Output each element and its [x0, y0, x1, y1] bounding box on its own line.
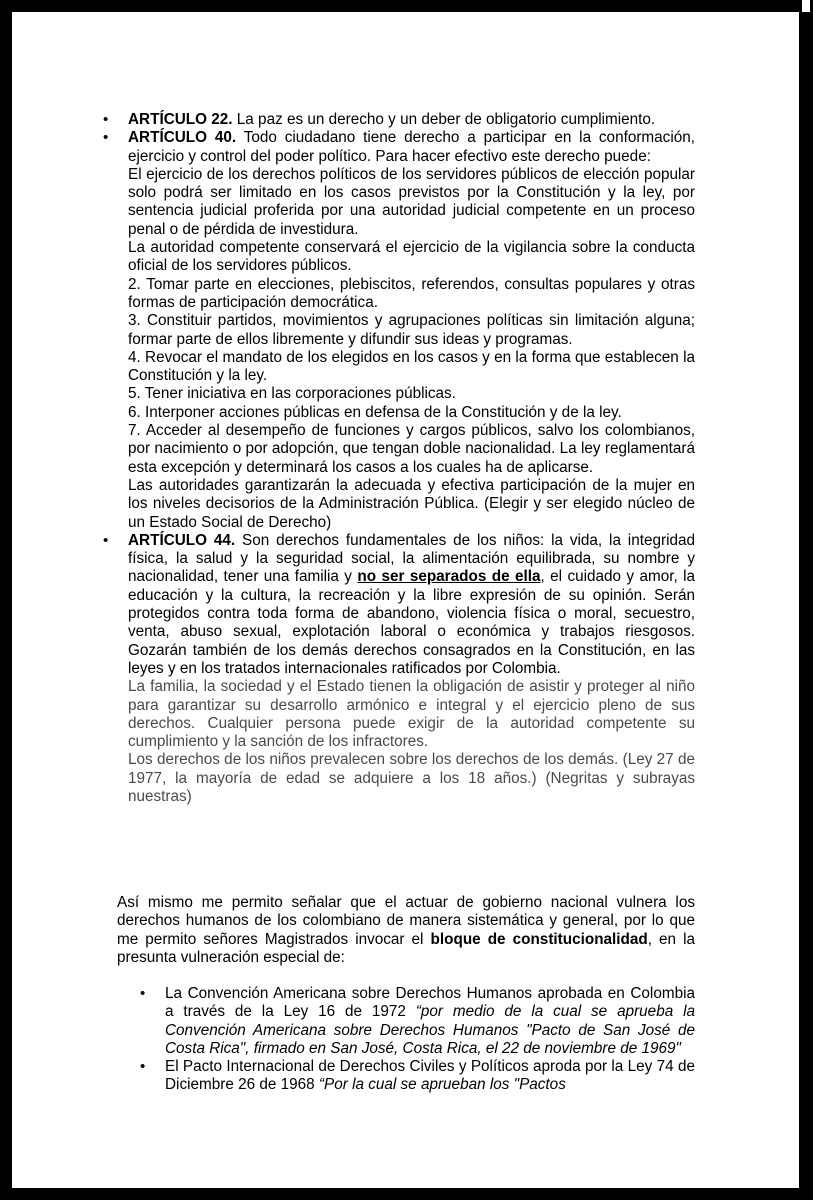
- treaty-item: [165, 985, 695, 1058]
- main-paragraph-bold: bloque de constitucionalidad: [430, 930, 648, 948]
- article-40-item: 3. Constituir partidos, movimientos y agrupaciones políticas sin limitación alguna; formar parte de ellos libremente y difundir sus ideas y programas.: [128, 312, 695, 348]
- article-40-item: Las autoridades garantizarán la adecuada y efectiva participación de la mujer en los niveles decisorios de la Administración Pública. (Elegir y ser elegido núcleo de un Estado Social de Derecho): [128, 476, 695, 531]
- treaty-quote: “Por la cual se aprueban los "Pactos: [318, 1076, 566, 1094]
- article-44-text-b: , el cuidado y amor, la educación y la cultura, la recreación y la libre expresión de su opinión. Serán protegidos contra toda forma de abandono, violencia física o moral, secuestro, venta, abuso sexual, explotación laboral o económica y trabajos riesgosos. Gozarán también de los demás derechos consagrados en la Constitución, en las leyes y en los tratados internacionales ratificados por Colombia.: [128, 568, 696, 677]
- article-44-paragraph-2: Los derechos de los niños prevalecen sobre los derechos de los demás. (Ley 27 de 1977, la mayoría de edad se adquiere a los 18 años.) (Negritas y subrayas nuestras): [128, 751, 695, 805]
- treaty-text: La Convención Americana sobre Derechos Humanos aprobada en Colombia a través de la Ley 16 de 1972: [165, 985, 695, 1021]
- article-40-item: 7. Acceder al desempeño de funciones y cargos públicos, salvo los colombianos, por nacimiento o por adopción, que tengan doble nacionalidad. La ley reglamentará esta excepción y determinará los casos a los cuales ha de aplicarse.: [128, 422, 695, 476]
- article-22: [128, 111, 695, 129]
- treaties-list: [165, 985, 695, 1095]
- treaty-text: El Pacto Internacional de Derechos Civiles y Políticos aproda por la Ley 74 de Diciembre 26 de 1968: [165, 1058, 695, 1094]
- articles-list: [128, 111, 695, 806]
- document-content: [128, 111, 695, 806]
- main-paragraph: [117, 894, 695, 967]
- page-corner: [802, 0, 810, 12]
- article-40-title: ARTÍCULO 40.: [128, 129, 237, 147]
- article-40-item: El ejercicio de los derechos políticos de los servidores públicos de elección popular solo podrá ser limitado en los casos previstos por la Constitución y la ley, por sentencia judicial proferida por una autoridad judicial competente en un proceso penal o de pérdida de investidura.: [128, 165, 695, 238]
- article-40-item: 2. Tomar parte en elecciones, plebiscitos, referendos, consultas populares y otras formas de participación democrática.: [128, 275, 695, 311]
- article-44-paragraph-1: La familia, la sociedad y el Estado tienen la obligación de asistir y proteger al niño para garantizar su desarrollo armónico e integral y el ejercicio pleno de sus derechos. Cualquier persona puede exigir de la autoridad competente su cumplimiento y la sanción de los infractores.: [128, 678, 695, 751]
- article-22-text: La paz es un derecho y un deber de obligatorio cumplimiento.: [236, 111, 656, 128]
- main-paragraph-text-a: Así mismo me permito señalar que el actuar de gobierno nacional vulnera los derechos humanos de los colombiano de manera sistemática y general, por lo que me permito señores Magistrados invocar el: [117, 894, 695, 948]
- article-44: [128, 532, 695, 806]
- article-40-lead: Todo ciudadano tiene derecho a participar en la conformación, ejercicio y control del poder político. Para hacer efectivo este derecho puede:: [128, 129, 695, 165]
- article-44-text-a: Son derechos fundamentales de los niños: la vida, la integridad física, la salud y la seguridad social, la alimentación equilibrada, su nombre y nacionalidad, tener una familia y: [128, 531, 695, 586]
- lower-content: [117, 894, 695, 967]
- treaties-content: [165, 985, 695, 1095]
- main-paragraph-text-b: , en la presunta vulneración especial de:: [117, 930, 696, 966]
- article-22-title: ARTÍCULO 22.: [128, 111, 233, 128]
- article-44-title: ARTÍCULO 44.: [128, 531, 236, 549]
- treaty-item: [165, 1058, 695, 1095]
- article-44-underlined: no ser separados de ella: [357, 568, 541, 586]
- article-40-item: 6. Interponer acciones públicas en defensa de la Constitución y de la ley.: [128, 403, 622, 421]
- treaty-quote: “por medio de la cual se aprueba la Convención Americana sobre Derechos Humanos "Pacto de San José de Costa Rica", firmado en San José, Costa Rica, el 22 de noviembre de 1969": [165, 1003, 695, 1057]
- article-40-item: 5. Tener iniciativa en las corporaciones públicas.: [128, 385, 456, 403]
- article-40-item: 4. Revocar el mandato de los elegidos en los casos y en la forma que establecen la Constitución y la ley.: [128, 348, 695, 385]
- article-40: [128, 129, 695, 532]
- article-40-item: La autoridad competente conservará el ejercicio de la vigilancia sobre la conducta oficial de los servidores públicos.: [128, 239, 695, 275]
